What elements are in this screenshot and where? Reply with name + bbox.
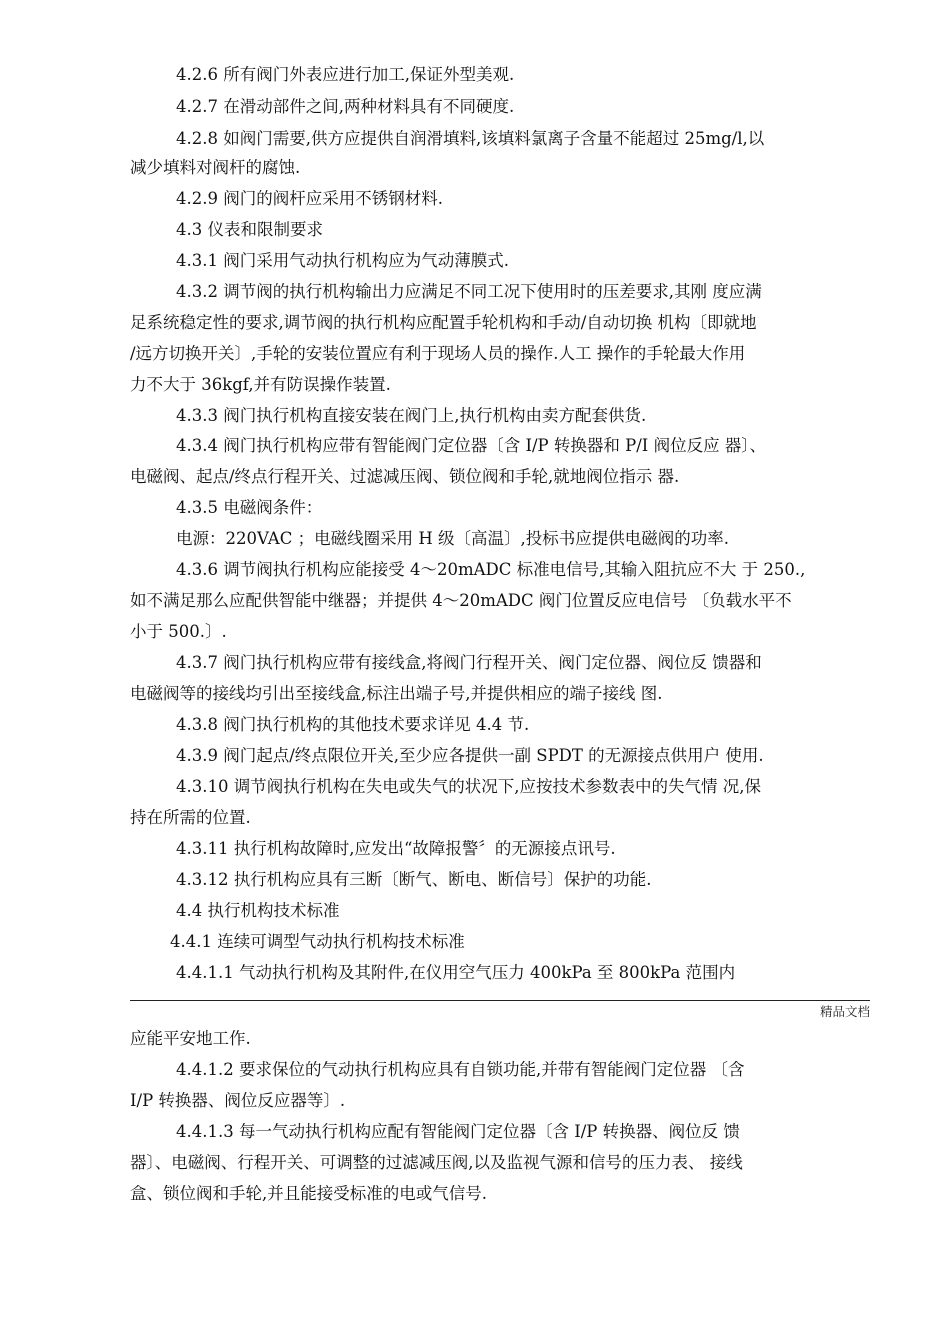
para-4-3-10-line1: 4.3.10 调节阀执行机构在失电或失气的状况下,应按技术参数表中的失气情 况,保 bbox=[176, 777, 761, 796]
heading-4-4-1: 4.4.1 连续可调型气动执行机构技术标准 bbox=[170, 932, 465, 951]
para-4-3-7-line2: 电磁阀等的接线均引出至接线盒,标注出端子号,并提供相应的端子接线 图. bbox=[130, 684, 663, 703]
para-4-2-8-line1: 4.2.8 如阀门需要,供方应提供自润滑填料,该填料氯离子含量不能超过 25mg/l,以 bbox=[176, 129, 765, 148]
para-4-3-2-line1: 4.3.2 调节阀的执行机构输出力应满足不同工况下使用时的压差要求,其刚 度应满 bbox=[176, 282, 762, 301]
para-4-3-2-line2: 足系统稳定性的要求,调节阀的执行机构应配置手轮机构和手动/自动切换 机构〔即就地 bbox=[130, 313, 757, 332]
para-4-3-6-line1: 4.3.6 调节阀执行机构应能接受 4〜20mADC 标准电信号,其输入阻抗应不大 于 250., bbox=[176, 560, 806, 579]
para-4-3-8: 4.3.8 阀门执行机构的其他技术要求详见 4.4 节. bbox=[176, 715, 530, 734]
para-4-4-1-2-line1: 4.4.1.2 要求保位的气动执行机构应具有自锁功能,并带有智能阀门定位器 〔含 bbox=[176, 1060, 745, 1079]
para-4-4-1-1-line2: 应能平安地工作. bbox=[130, 1029, 251, 1048]
para-4-3-2-line3: /远方切换开关〕,手轮的安装位置应有利于现场人员的操作.人工 操作的手轮最大作用 bbox=[130, 344, 746, 363]
para-4-4-1-3-line2: 器〕、电磁阀、行程开关、可调整的过滤减压阀,以及监视气源和信号的压力表、 接线 bbox=[130, 1153, 743, 1172]
para-4-4-1-3-line1: 4.4.1.3 每一气动执行机构应配有智能阀门定位器〔含 I/P 转换器、阀位反 馈 bbox=[176, 1122, 740, 1141]
para-4-2-8-line2: 减少填料对阀杆的腐蚀. bbox=[130, 158, 301, 177]
para-4-3-5: 4.3.5 电磁阀条件： bbox=[176, 498, 323, 517]
power-spec: 电源：220VAC ；电磁线圈采用 H 级〔高温〕,投标书应提供电磁阀的功率. bbox=[176, 529, 729, 548]
heading-4-3: 4.3 仪表和限制要求 bbox=[176, 220, 323, 239]
para-4-2-6: 4.2.6 所有阀门外表应进行加工,保证外型美观. bbox=[176, 65, 515, 84]
para-4-3-4-line2: 电磁阀、起点/终点行程开关、过滤减压阀、锁位阀和手轮,就地阀位指示 器. bbox=[130, 467, 680, 486]
para-4-2-9: 4.2.9 阀门的阀杆应采用不锈钢材料. bbox=[176, 189, 443, 208]
para-4-3-2-line4: 力不大于 36kgf,并有防误操作装置. bbox=[130, 375, 391, 394]
footer-rule bbox=[130, 1000, 870, 1001]
footer-label: 精品文档 bbox=[819, 1004, 870, 1019]
para-4-3-11: 4.3.11 执行机构故障时,应发出“故障报警〞的无源接点讯号. bbox=[176, 839, 616, 858]
para-4-3-9: 4.3.9 阀门起点/终点限位开关,至少应各提供一副 SPDT 的无源接点供用户 使用. bbox=[176, 746, 764, 765]
para-4-3-4-line1: 4.3.4 阀门执行机构应带有智能阀门定位器〔含 I/P 转换器和 P/I 阀位反应 器〕、 bbox=[176, 436, 767, 455]
para-4-3-1: 4.3.1 阀门采用气动执行机构应为气动薄膜式. bbox=[176, 251, 509, 270]
para-4-3-10-line2: 持在所需的位置. bbox=[130, 808, 251, 827]
para-4-4-1-1-line1: 4.4.1.1 气动执行机构及其附件,在仪用空气压力 400kPa 至 800kPa 范围内 bbox=[176, 963, 736, 982]
para-4-2-7: 4.2.7 在滑动部件之间,两种材料具有不同硬度. bbox=[176, 97, 515, 116]
para-4-3-12: 4.3.12 执行机构应具有三断〔断气、断电、断信号〕保护的功能. bbox=[176, 870, 652, 889]
para-4-4-1-2-line2: I/P 转换器、阀位反应器等〕. bbox=[130, 1091, 346, 1110]
para-4-3-6-line2: 如不满足那么应配供智能中继器；并提供 4〜20mADC 阀门位置反应电信号 〔负载水平不 bbox=[130, 591, 792, 610]
para-4-3-7-line1: 4.3.7 阀门执行机构应带有接线盒,将阀门行程开关、阀门定位器、阀位反 馈器和 bbox=[176, 653, 762, 672]
heading-4-4: 4.4 执行机构技术标准 bbox=[176, 901, 340, 920]
para-4-3-6-line3: 小于 500.〕. bbox=[130, 622, 227, 641]
para-4-3-3: 4.3.3 阀门执行机构直接安装在阀门上,执行机构由卖方配套供货. bbox=[176, 406, 647, 425]
para-4-4-1-3-line3: 盒、锁位阀和手轮,并且能接受标准的电或气信号. bbox=[130, 1184, 487, 1203]
